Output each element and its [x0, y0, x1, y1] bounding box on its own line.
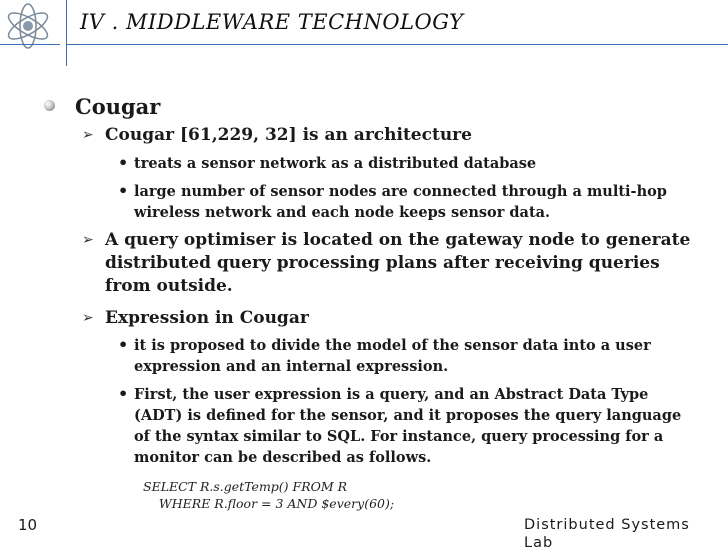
- list-item: treats a sensor network as a distributed database: [134, 155, 537, 172]
- list-item: Cougar [61,229, 32] is an architecture: [105, 125, 472, 145]
- list-item: A query optimiser is located on the gateway node to generate distributed query processing plans after receiving queries from outside.: [105, 230, 691, 296]
- list-item: it is proposed to divide the model of the sensor data into a user expression and an internal expression.: [134, 337, 651, 375]
- list-item: Expression in Cougar: [105, 308, 309, 328]
- dot-bullet-icon: •: [118, 384, 129, 403]
- dot-bullet-icon: •: [118, 181, 129, 200]
- arrow-bullet-icon: ➢: [82, 310, 94, 326]
- header-divider-left: [0, 44, 60, 45]
- dot-bullet-icon: •: [118, 153, 129, 172]
- section-heading: Cougar: [75, 94, 161, 119]
- sphere-bullet-icon: [44, 100, 55, 111]
- arrow-bullet-icon: ➢: [82, 127, 94, 143]
- footer-lab-name: Distributed Systems Lab: [524, 517, 690, 551]
- list-item: large number of sensor nodes are connected through a multi-hop wireless network and each node keeps sensor data.: [134, 183, 667, 221]
- sql-formula: [143, 478, 394, 512]
- formula-line: SELECT R.s.getTemp() FROM R: [143, 479, 348, 494]
- page-number: 10: [18, 516, 38, 534]
- header-divider: [66, 44, 728, 45]
- list-item: First, the user expression is a query, and an Abstract Data Type (ADT) is defined for the sensor, and it proposes the query language of the syntax similar to SQL. For instance, query processing for a monitor can be described as follows.: [134, 386, 682, 466]
- arrow-bullet-icon: ➢: [82, 232, 94, 248]
- dot-bullet-icon: •: [118, 335, 129, 354]
- header-divider-vertical: [66, 0, 67, 66]
- formula-line: WHERE R.floor = 3 AND $every(60);: [158, 496, 395, 511]
- header-title: IV . MIDDLEWARE TECHNOLOGY: [80, 10, 464, 34]
